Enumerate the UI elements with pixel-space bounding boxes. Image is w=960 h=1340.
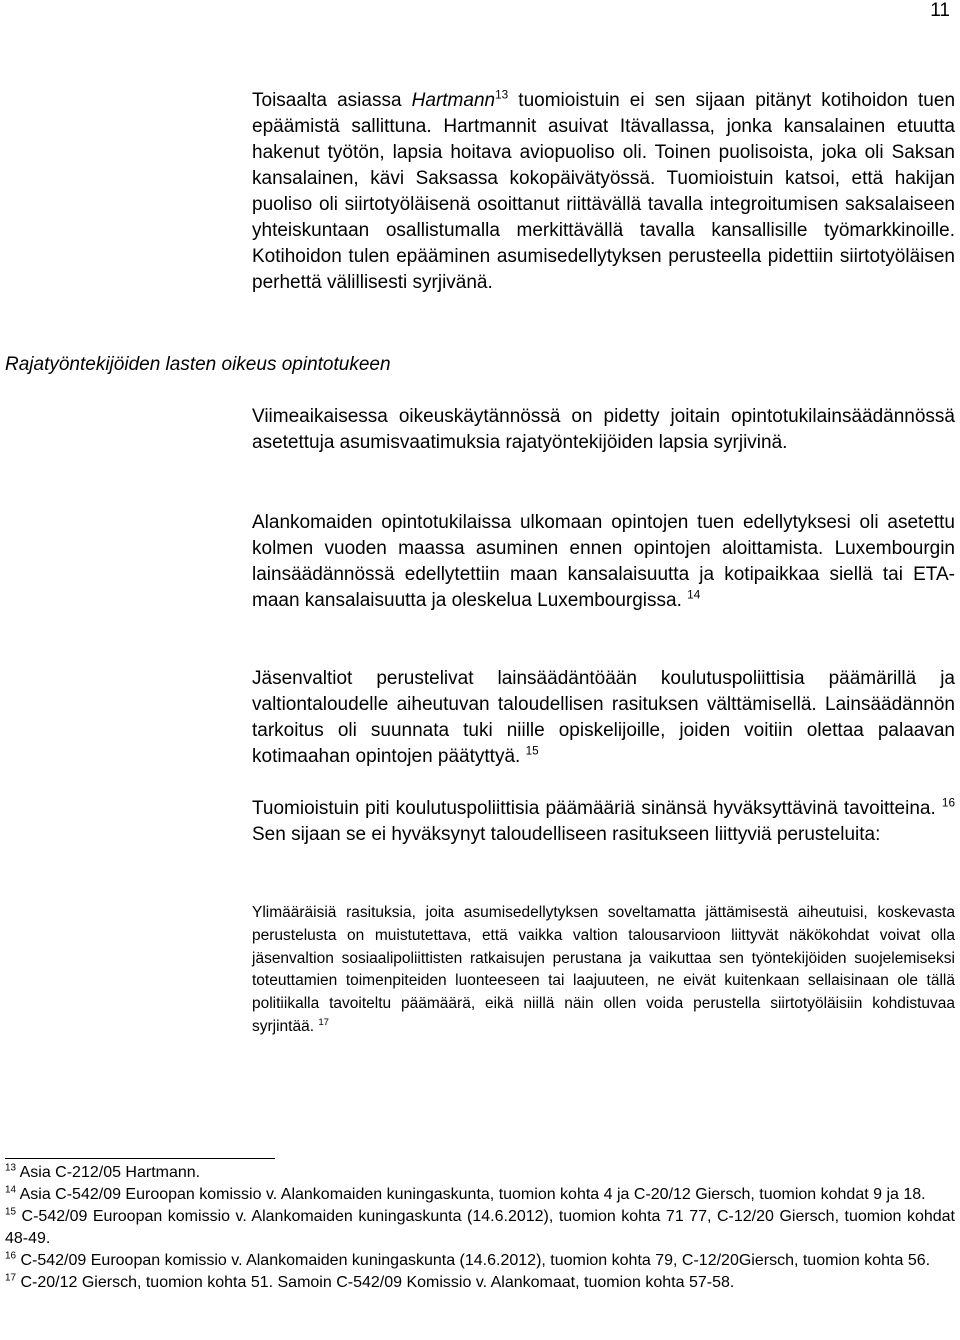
footnotes: [5, 1162, 955, 1294]
footnote-text: Asia C-212/05 Hartmann.: [16, 1164, 201, 1181]
paragraph-text: Viimeaikaisessa oikeuskäytännössä on pidetty joitain opintotukilainsäädännössä asetettuja asumisvaatimuksia rajatyöntekijöiden lapsia syrjivinä.: [252, 406, 955, 453]
footnote: [5, 1272, 955, 1294]
footnote-ref[interactable]: 13: [495, 88, 509, 102]
paragraph-text: Sen sijaan se ei hyväksynyt taloudelliseen rasitukseen liittyviä perusteluita:: [252, 824, 881, 845]
paragraph-text: Toisaalta asiassa: [252, 90, 412, 111]
footnote-text: C-20/12 Giersch, tuomion kohta 51. Samoin C-542/09 Komissio v. Alankomaat, tuomion kohta 57-58.: [16, 1274, 735, 1291]
block-quote: [252, 902, 955, 1039]
footnote-number: 16: [5, 1250, 17, 1262]
side-heading: Rajatyöntekijöiden lasten oikeus opintotukeen: [5, 354, 391, 375]
paragraph-intro: [252, 404, 955, 456]
footnote-number: 17: [5, 1272, 17, 1284]
footnote-text: C-542/09 Euroopan komissio v. Alankomaiden kuningaskunta (14.6.2012), tuomion kohta 71 77, C-12/20 Giersch, tuomion kohdat 48-49.: [5, 1208, 955, 1247]
footnote-ref[interactable]: 17: [318, 1016, 330, 1028]
footnote: [5, 1184, 955, 1206]
paragraph-netherlands-luxembourg: [252, 510, 955, 614]
paragraph-text: Jäsenvaltiot perustelivat lainsäädäntöään koulutuspoliittisia päämärillä ja valtiontaloudelle aiheutuvan taloudellisen rasituksen välttämisellä. Lainsäädännön tarkoitus oli suunnata tuki niille opiskelijoille, joiden voitiin olettaa palaavan kotimaahan opintojen päätyttyä.: [252, 668, 955, 767]
footnote: [5, 1206, 955, 1250]
footnote-number: 13: [5, 1162, 17, 1174]
page-number: 11: [930, 0, 950, 21]
footnote: [5, 1162, 955, 1184]
footnote-text: Asia C-542/09 Euroopan komissio v. Alankomaiden kuningaskunta, tuomion kohta 4 ja C-20/12 Giersch, tuomion kohdat 9 ja 18.: [16, 1186, 926, 1203]
paragraph-text: Tuomioistuin piti koulutuspoliittisia päämääriä sinänsä hyväksyttävinä tavoitteina.: [252, 798, 936, 819]
footnote-text: C-542/09 Euroopan komissio v. Alankomaiden kuningaskunta (14.6.2012), tuomion kohta 79, C-12/20Giersch, tuomion kohta 56.: [16, 1252, 931, 1269]
paragraph-court: [252, 796, 955, 848]
paragraph-text: tuomioistuin ei sen sijaan pitänyt kotihoidon tuen epäämistä sallittuna. Hartmannit asuivat Itävallassa, jonka kansalainen etuutta hakenut työtön, lapsia hoitava aviopuoliso oli. Toinen puolisoista, joka oli Saksan kansalainen, kävi Saksassa kokopäivätyössä. Tuomioistuin katsoi, että hakijan puoliso oli siirtotyöläisenä osoittanut riittävällä tavalla integroitumisen saksalaiseen yhteiskuntaan osallistumalla merkittävällä tavalla kansallisille työmarkkinoille. Kotihoidon tulen epääminen asumisedellytyksen perusteella pidettiin siirtotyöläisen perhettä välillisesti syrjivänä.: [252, 90, 956, 293]
footnote-ref[interactable]: 16: [941, 796, 955, 810]
paragraph-text: Alankomaiden opintotukilaissa ulkomaan opintojen tuen edellytyksesi oli asetettu kolmen vuoden maassa asuminen ennen opintojen aloittamista. Luxembourgin lainsäädännössä edellytettiin maan kansalaisuutta ja kotipaikkaa siellä tai ETA-maan kansalaisuutta ja oleskelua Luxembourgissa.: [252, 512, 955, 611]
case-name: Hartmann: [411, 90, 496, 111]
footnote-ref[interactable]: 14: [687, 588, 701, 602]
paragraph-member-states: [252, 666, 955, 770]
paragraph-hartmann: [252, 88, 955, 296]
quote-text: Ylimääräisiä rasituksia, joita asumisedellytyksen soveltamatta jättämisestä aiheutuisi, koskevasta perustelusta on muistutettava, että vaikka valtion talousarvioon liittyvät näkökohdat voivat olla jäsenvaltion sosiaalipoliittisten ratkaisujen perustana ja vaikuttaa sen työntekijöiden suojelemiseksi toteuttamien toimenpiteiden luonteeseen tai laajuuteen, ne eivät kuitenkaan sellaisinaan ole tällä politiikalla tavoiteltu päämäärä, eikä niillä näin ollen voida perustella siirtotyöläisiin kohdistuvaa syrjintää.: [252, 904, 955, 1035]
footnote-rule: [5, 1158, 275, 1159]
footnote-ref[interactable]: 15: [525, 744, 539, 758]
footnote: [5, 1250, 955, 1272]
footnote-number: 15: [5, 1206, 17, 1218]
footnote-number: 14: [5, 1184, 17, 1196]
